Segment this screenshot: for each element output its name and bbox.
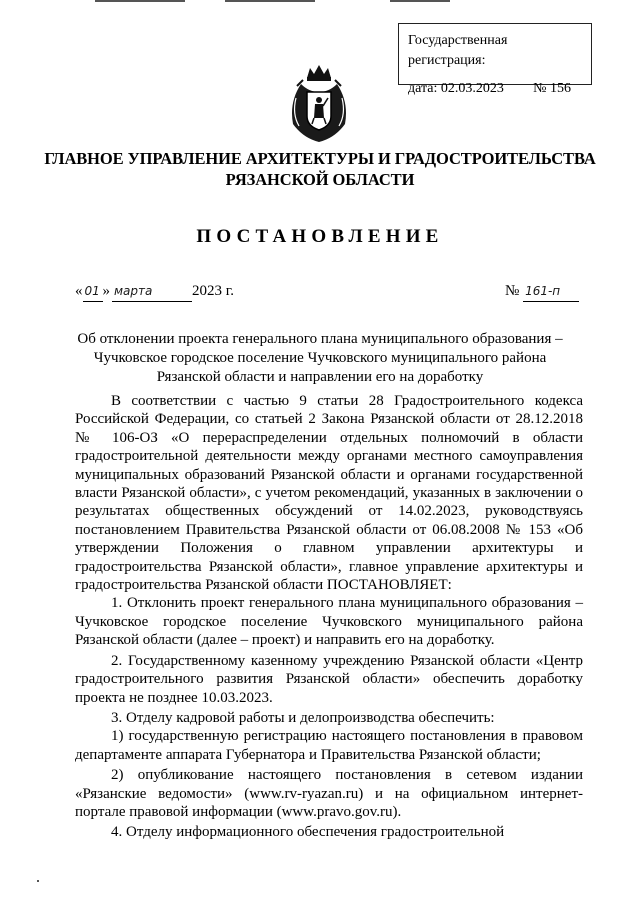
document-date: [75, 281, 234, 302]
organization-name-line1: ГЛАВНОЕ УПРАВЛЕНИЕ АРХИТЕКТУРЫ И ГРАДОСТРОИТЕЛЬСТВА: [44, 149, 596, 168]
registration-number: № 156: [533, 81, 571, 96]
item-3-paragraph: 3. Отделу кадровой работы и делопроизводства обеспечить:: [111, 709, 495, 726]
scan-edge-line: [390, 0, 450, 2]
number-prefix: №: [505, 283, 520, 299]
scan-speck: [37, 880, 39, 882]
date-quote-close: »: [102, 283, 110, 299]
item-4-paragraph: 4. Отделу информационного обеспечения градостроительной: [111, 824, 505, 841]
date-year: 2023 г.: [192, 283, 234, 299]
organization-name-line2: РЯЗАНСКОЙ ОБЛАСТИ: [225, 170, 415, 189]
scan-edge-line: [95, 0, 185, 2]
number-handwritten: 161-п: [523, 281, 579, 302]
title-line2: Чучковское городское поселение Чучковского муниципального района: [93, 350, 547, 366]
title-line1: Об отклонении проекта генерального плана муниципального образования –: [77, 331, 563, 347]
item-1-paragraph: 1. Отклонить проект генерального плана муниципального образования – Чучковское городское поселение Чучковского муниципального района Рязанской области (далее – проект) и направить его на доработку.: [75, 595, 583, 649]
preamble-paragraph: В соответствии с частью 9 статьи 28 Градостроительного кодекса Российской Федерации, со статьей 2 Закона Рязанской области от 28.12.2018 № 106-ОЗ «О перераспределении отдельных полномочий в области градостроительной деятельности между органами местного самоуправления муниципальных образований Рязанской области и органами государственной власти Рязанской области», с учетом рекомендаций, указанных в заключении о результатах общественных обсуждений от 14.02.2023, руководствуясь постановлением Правительства Рязанской области от 06.08.2008 № 153 «Об утверждении Положения о главном управлении архитектуры и градостроительства Рязанской области», главное управление архитектуры и градостроительства Рязанской области ПОСТАНОВЛЯЕТ:: [75, 393, 583, 594]
item-3-2-paragraph: 2) опубликование настоящего постановления в сетевом издании «Рязанские ведомости» (www.rv-ryazan.ru) и на официальном интернет-портале правовой информации (www.pravo.gov.ru).: [75, 767, 583, 820]
date-day-handwritten: 01: [83, 281, 103, 302]
document-title: [70, 330, 570, 387]
date-quote-open: «: [75, 283, 83, 299]
organization-name: [0, 148, 640, 190]
document-body: [75, 392, 583, 842]
item-3-1-paragraph: 1) государственную регистрацию настоящего постановления в правовом департаменте аппарата Губернатора и Правительства Рязанской области;: [75, 728, 583, 763]
title-line3: Рязанской области и направлении его на доработку: [156, 369, 484, 385]
registration-stamp: [398, 23, 592, 96]
registration-label: Государственная регистрация:: [408, 33, 508, 68]
date-month-handwritten: марта: [112, 281, 192, 302]
document-type: ПОСТАНОВЛЕНИЕ: [196, 226, 444, 247]
coat-of-arms-icon: [283, 62, 355, 144]
scan-edge-line: [225, 0, 315, 2]
item-2-paragraph: 2. Государственному казенному учреждению Рязанской области «Центр градостроительного развития Рязанской области» обеспечить доработку проекта не позднее 10.03.2023.: [75, 652, 583, 706]
document-number: [505, 281, 579, 302]
registration-date: дата: 02.03.2023: [408, 81, 504, 96]
